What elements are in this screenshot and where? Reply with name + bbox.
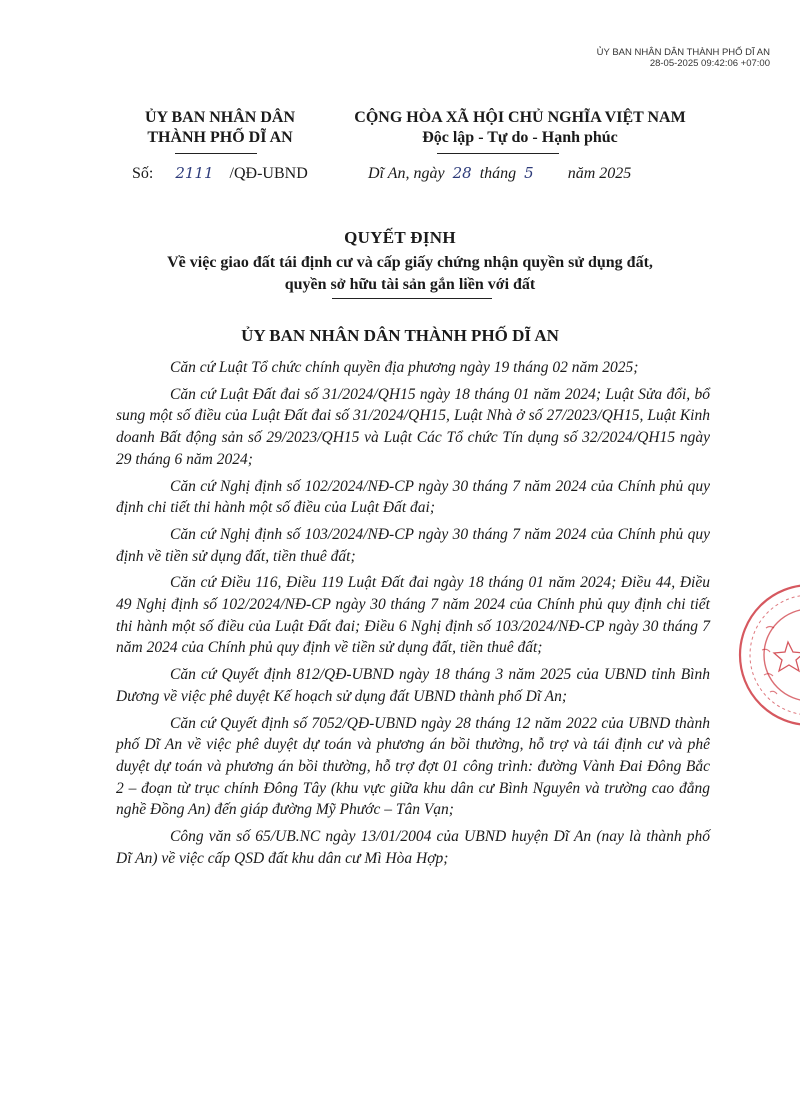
signature-timestamp: 28-05-2025 09:42:06 +07:00 [649,58,770,69]
legal-basis-paragraph: Căn cứ Quyết định số 7052/QĐ-UBND ngày 28 tháng 12 năm 2022 của UBND thành phố Dĩ An về việc phê duyệt dự toán và phương án bồi thường, hỗ trợ và tái định cư và phê duyệt dự toán và phương án bồi thường, hỗ trợ đợt 01 công trình: đường Vành Đai Đông Bắc 2 – đoạn từ trục chính Đông Tây (khu vực giữa khu dân cư Bình Nguyên và trường cao đẳng nghề Đồng An) đến giáp đường Mỹ Phước – Tân Vạn; [116,714,710,819]
red-seal-icon [728,580,800,730]
legal-basis-paragraph: Căn cứ Nghị định số 103/2024/NĐ-CP ngày 30 tháng 7 năm 2024 của Chính phủ quy định về tiền sử dụng đất, tiền thuê đất; [116,525,710,565]
number-suffix: /QĐ-UBND [229,165,308,182]
number-handwritten: 2111 [175,164,214,182]
issuer-title: ỦY BAN NHÂN DÂN THÀNH PHỐ DĨ AN [241,326,559,345]
legal-basis-paragraph: Căn cứ Điều 116, Điều 119 Luật Đất đai ngày 18 tháng 01 năm 2024; Điều 44, Điều 49 Nghị định số 102/2024/NĐ-CP ngày 30 tháng 7 năm 2024 của Chính phủ quy định chi tiết thi hành một số điều của Luật Đất đai; Điều 6 Nghị định số 103/2024/NĐ-CP ngày 30 tháng 7 năm 2024 của Chính phủ quy định về tiền sử dụng đất, tiền thuê đất; [116,574,710,657]
subject-line-1: Về việc giao đất tái định cư và cấp giấy chứng nhận quyền sử dụng đất, [167,254,653,271]
national-title: CỘNG HÒA XÃ HỘI CHỦ NGHĨA VIỆT NAM [354,109,686,126]
date-prefix: Dĩ An, ngày [368,165,445,182]
issuing-agency-header [120,108,320,148]
document-subject [90,252,730,296]
date-day: 28 [452,164,472,182]
issue-date [368,164,631,183]
legal-basis-paragraph: Căn cứ Luật Đất đai số 31/2024/QH15 ngày 18 tháng 01 năm 2024; Luật Sửa đổi, bổ sung một số điều của Luật Đất đai số 31/2024/QH15, Luật Nhà ở số 27/2023/QH15, Luật Kinh doanh Bất động sản số 29/2023/QH15 và Luật Các Tổ chức Tín dụng số 32/2024/QH15 ngày 29 tháng 6 năm 2024; [116,385,710,468]
date-month: 5 [524,164,534,182]
date-month-label: tháng [479,165,517,182]
document-type-title: QUYẾT ĐỊNH [344,228,456,247]
digital-signature-stamp [597,47,770,69]
subject-line-2: quyền sở hữu tài sản gắn liền với đất [284,276,536,293]
number-label: Số: [132,165,154,182]
agency-line-2: THÀNH PHỐ DĨ AN [147,129,293,146]
legal-basis-paragraph: Căn cứ Quyết định 812/QĐ-UBND ngày 18 tháng 3 năm 2025 của UBND tỉnh Bình Dương về việc phê duyệt Kế hoạch sử dụng đất UBND thành phố Dĩ An; [116,666,710,705]
date-year: năm 2025 [567,165,632,182]
subject-underline [332,298,492,299]
document-body [116,357,710,869]
motto-underline [437,153,559,154]
legal-basis-paragraph: Căn cứ Nghị định số 102/2024/NĐ-CP ngày 30 tháng 7 năm 2024 của Chính phủ quy định chi tiết thi hành một số điều của Luật Đất đai; [116,477,710,517]
signature-signer: ỦY BAN NHÂN DÂN THÀNH PHỐ DĨ AN [596,47,770,58]
national-header [320,108,720,148]
document-number [132,164,308,183]
agency-line-1: ỦY BAN NHÂN DÂN [144,109,296,126]
legal-basis-paragraph: Căn cứ Luật Tổ chức chính quyền địa phương ngày 19 tháng 02 năm 2025; [170,359,639,376]
legal-basis-paragraph: Công văn số 65/UB.NC ngày 13/01/2004 của UBND huyện Dĩ An (nay là thành phố Dĩ An) về việc cấp QSD đất khu dân cư Mì Hòa Hợp; [116,828,710,867]
national-motto: Độc lập - Tự do - Hạnh phúc [422,129,618,146]
agency-underline [175,153,257,154]
